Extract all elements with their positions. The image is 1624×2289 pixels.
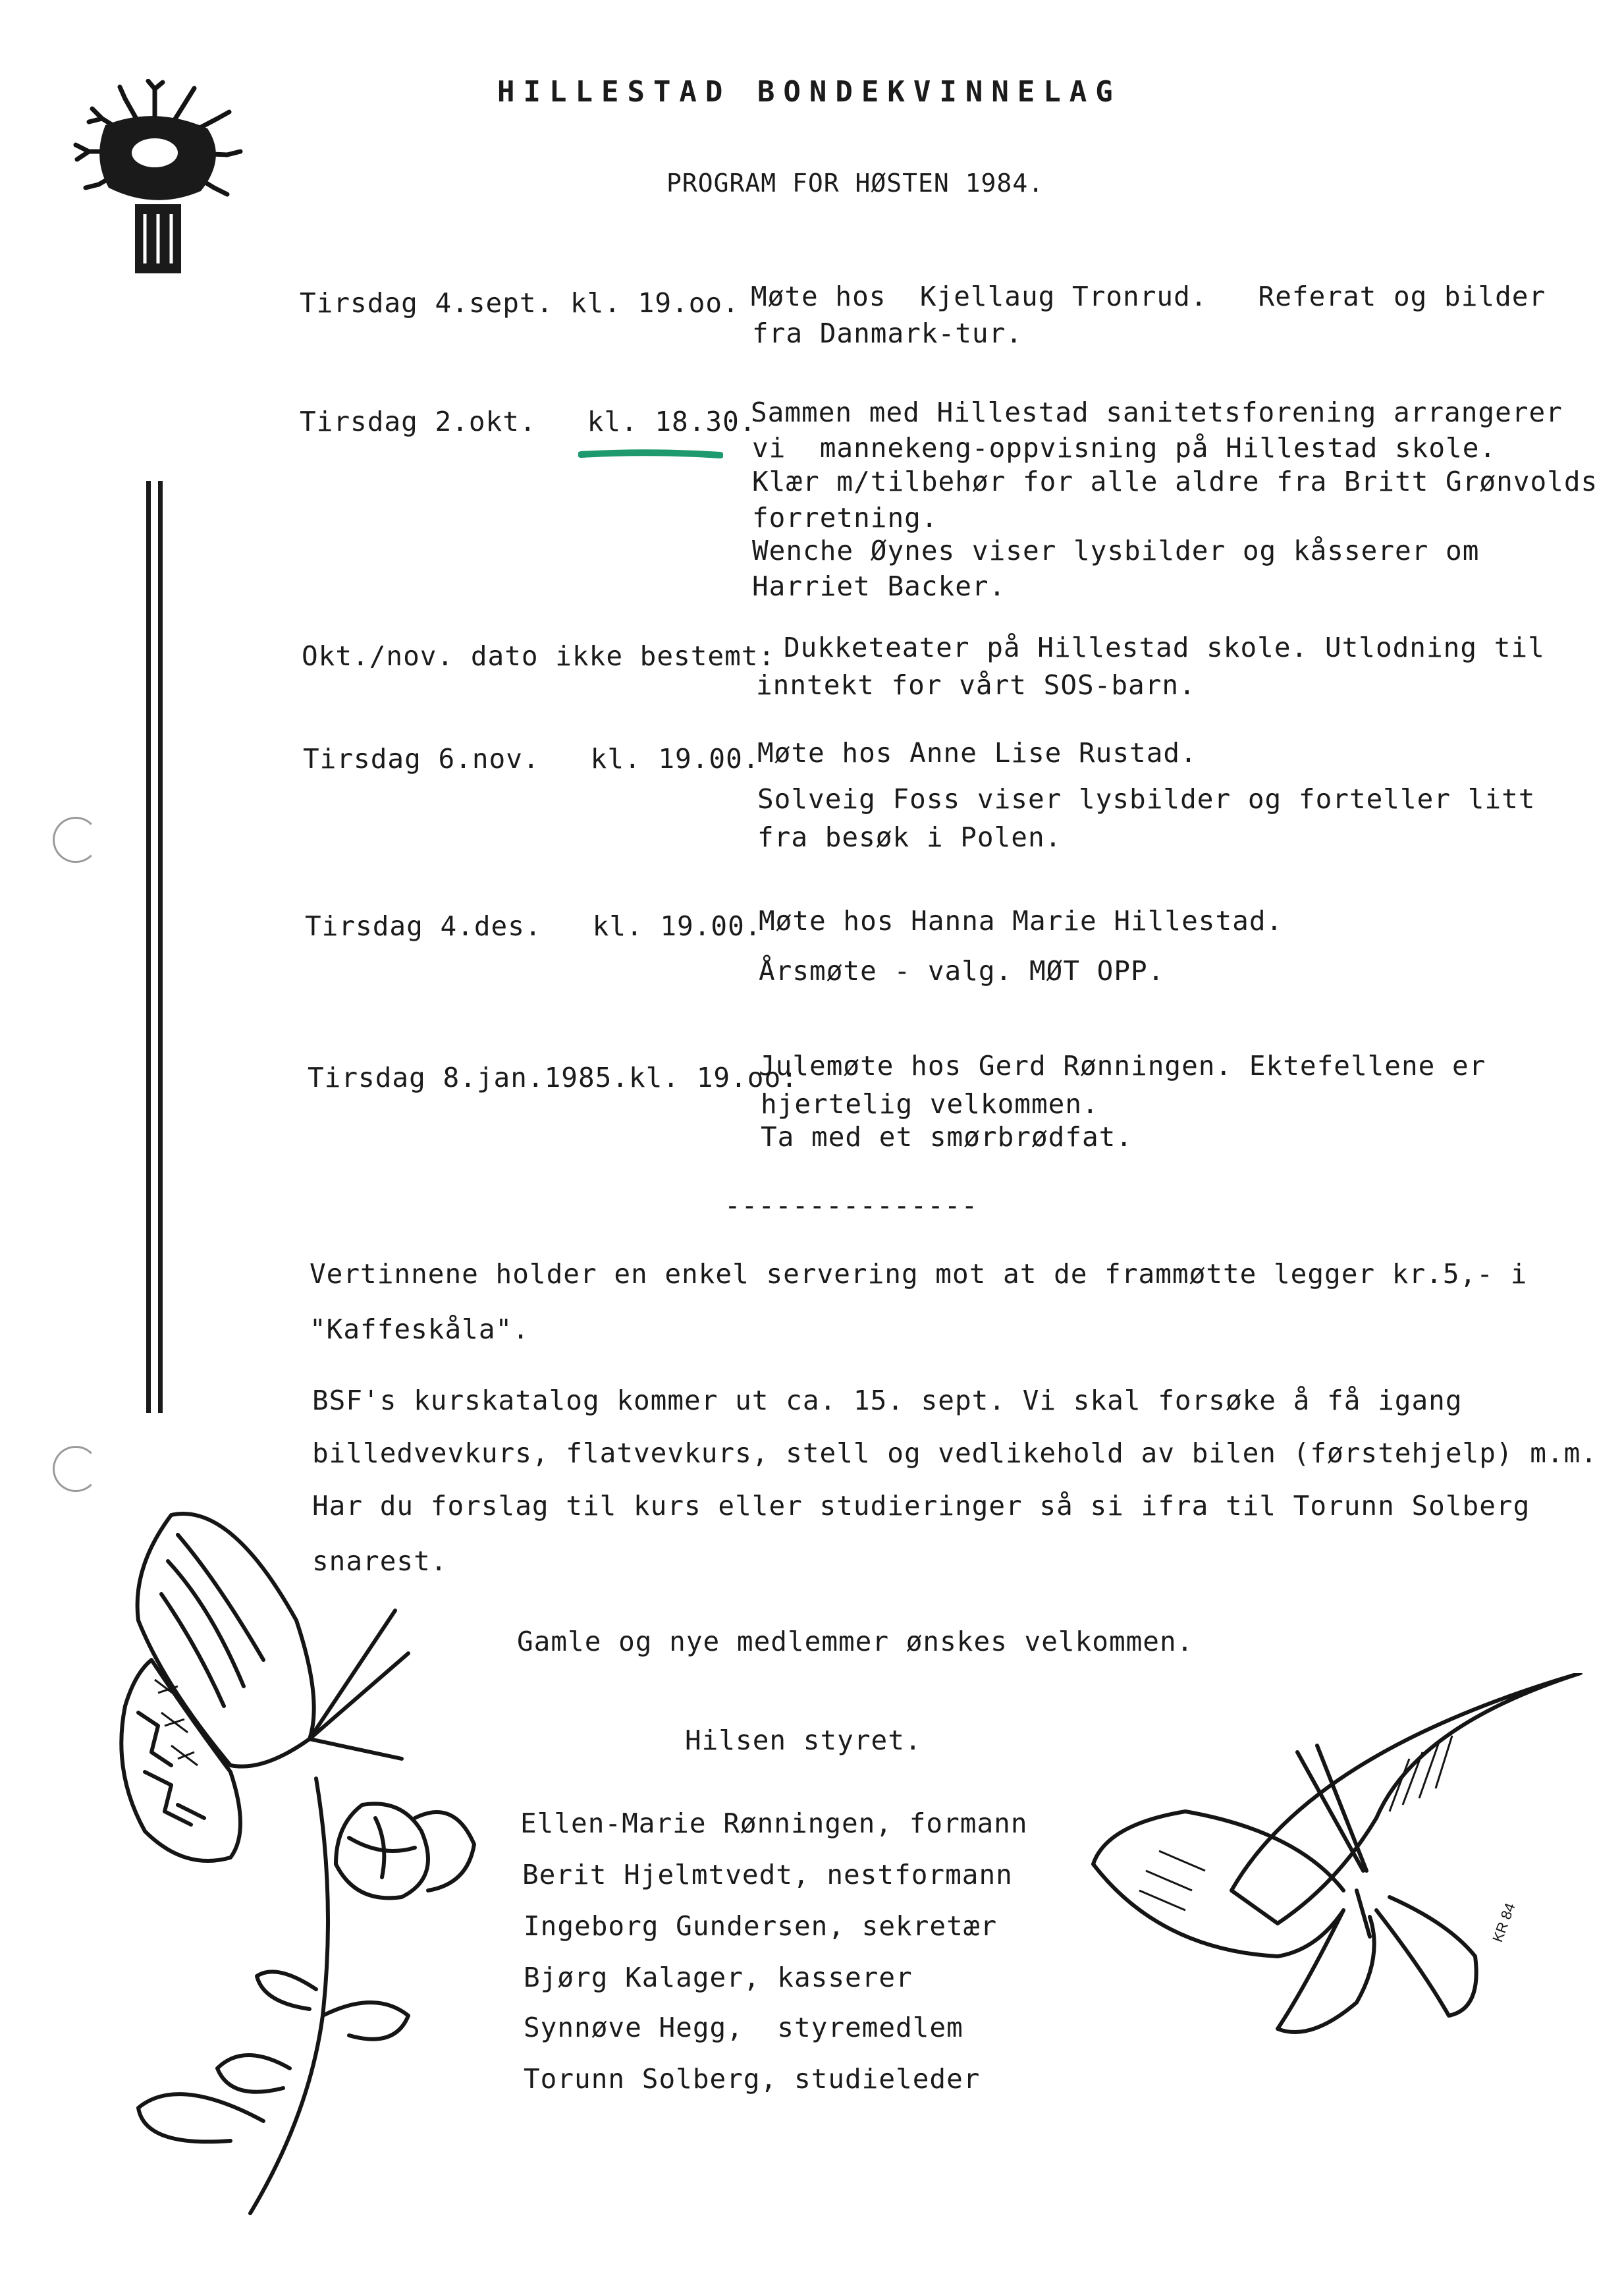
courses-note: snarest. bbox=[312, 1545, 448, 1577]
entry-text: fra besøk i Polen. bbox=[757, 821, 1062, 853]
butterfly-illustration bbox=[1080, 1673, 1594, 2042]
entry-date: Okt./nov. dato ikke bestemt: bbox=[302, 640, 776, 672]
page-title: HILLESTAD BONDEKVINNELAG bbox=[497, 75, 1122, 109]
courses-note: BSF's kurskatalog kommer ut ca. 15. sept. Vi skal forsøke å få igang bbox=[312, 1385, 1463, 1416]
serving-note: Vertinnene holder en enkel servering mot at de frammøtte legger kr.5,- i bbox=[310, 1258, 1528, 1290]
margin-rule-right bbox=[158, 481, 163, 1413]
entry-text: Møte hos Anne Lise Rustad. bbox=[757, 737, 1197, 769]
greeting: Hilsen styret. bbox=[685, 1724, 922, 1756]
section-separator: --------------- bbox=[724, 1190, 979, 1221]
entry-text: Harriet Backer. bbox=[752, 570, 1006, 602]
board-member: Ingeborg Gundersen, sekretær bbox=[524, 1910, 998, 1942]
entry-text: vi mannekeng-oppvisning på Hillestad skole. bbox=[752, 432, 1497, 464]
entry-date: Tirsdag 2.okt. kl. 18.30. bbox=[300, 406, 757, 437]
entry-text: Møte hos Kjellaug Tronrud. Referat og bilder bbox=[751, 281, 1546, 312]
entry-text: fra Danmark-tur. bbox=[752, 317, 1023, 349]
entry-date: Tirsdag 4.sept. kl. 19.oo. bbox=[300, 287, 740, 319]
butterfly-flower-illustration bbox=[99, 1489, 507, 2279]
entry-text: Solveig Foss viser lysbilder og forteller litt bbox=[757, 783, 1536, 815]
board-member: Berit Hjelmtvedt, nestformann bbox=[522, 1859, 1013, 1890]
sheaf-logo bbox=[63, 79, 254, 290]
punch-hole-bottom bbox=[53, 1446, 99, 1492]
entry-text: Sammen med Hillestad sanitetsforening arrangerer bbox=[751, 397, 1563, 428]
courses-note: Har du forslag til kurs eller studieringer så si ifra til Torunn Solberg bbox=[312, 1490, 1530, 1522]
artist-signature: KR 84 bbox=[1489, 1900, 1519, 1944]
entry-text: inntekt for vårt SOS-barn. bbox=[756, 669, 1196, 701]
entry-text: Årsmøte - valg. MØT OPP. bbox=[759, 955, 1165, 987]
entry-text: forretning. bbox=[752, 502, 938, 534]
entry-text: Wenche Øynes viser lysbilder og kåsserer om bbox=[752, 535, 1480, 566]
board-member: Ellen-Marie Rønningen, formann bbox=[520, 1807, 1028, 1839]
board-member: Torunn Solberg, studieleder bbox=[524, 2063, 981, 2095]
punch-hole-top bbox=[53, 817, 99, 863]
entry-text: Møte hos Hanna Marie Hillestad. bbox=[759, 905, 1284, 937]
entry-text: hjertelig velkommen. bbox=[761, 1088, 1099, 1120]
board-member: Bjørg Kalager, kasserer bbox=[524, 1962, 913, 1993]
entry-text: Julemøte hos Gerd Rønningen. Ektefellene er bbox=[759, 1050, 1486, 1082]
page-subtitle: PROGRAM FOR HØSTEN 1984. bbox=[666, 169, 1044, 198]
green-highlight-mark bbox=[578, 449, 723, 460]
entry-text: Ta med et smørbrødfat. bbox=[761, 1121, 1133, 1153]
board-member: Synnøve Hegg, styremedlem bbox=[524, 2012, 963, 2043]
entry-date: Tirsdag 4.des. kl. 19.00. bbox=[305, 910, 762, 942]
entry-date: Tirsdag 8.jan.1985.kl. 19.oo: bbox=[308, 1062, 798, 1093]
serving-note: "Kaffeskåla". bbox=[310, 1313, 529, 1345]
entry-text: Dukketeater på Hillestad skole. Utlodning til bbox=[784, 632, 1545, 663]
entry-text: Klær m/tilbehør for alle aldre fra Britt Grønvolds bbox=[752, 466, 1598, 497]
courses-note: billedvevkurs, flatvevkurs, stell og vedlikehold av bilen (førstehjelp) m.m. bbox=[312, 1437, 1598, 1469]
margin-rule-left bbox=[146, 481, 151, 1413]
welcome-note: Gamle og nye medlemmer ønskes velkommen. bbox=[517, 1626, 1194, 1657]
entry-date: Tirsdag 6.nov. kl. 19.00. bbox=[303, 743, 760, 775]
